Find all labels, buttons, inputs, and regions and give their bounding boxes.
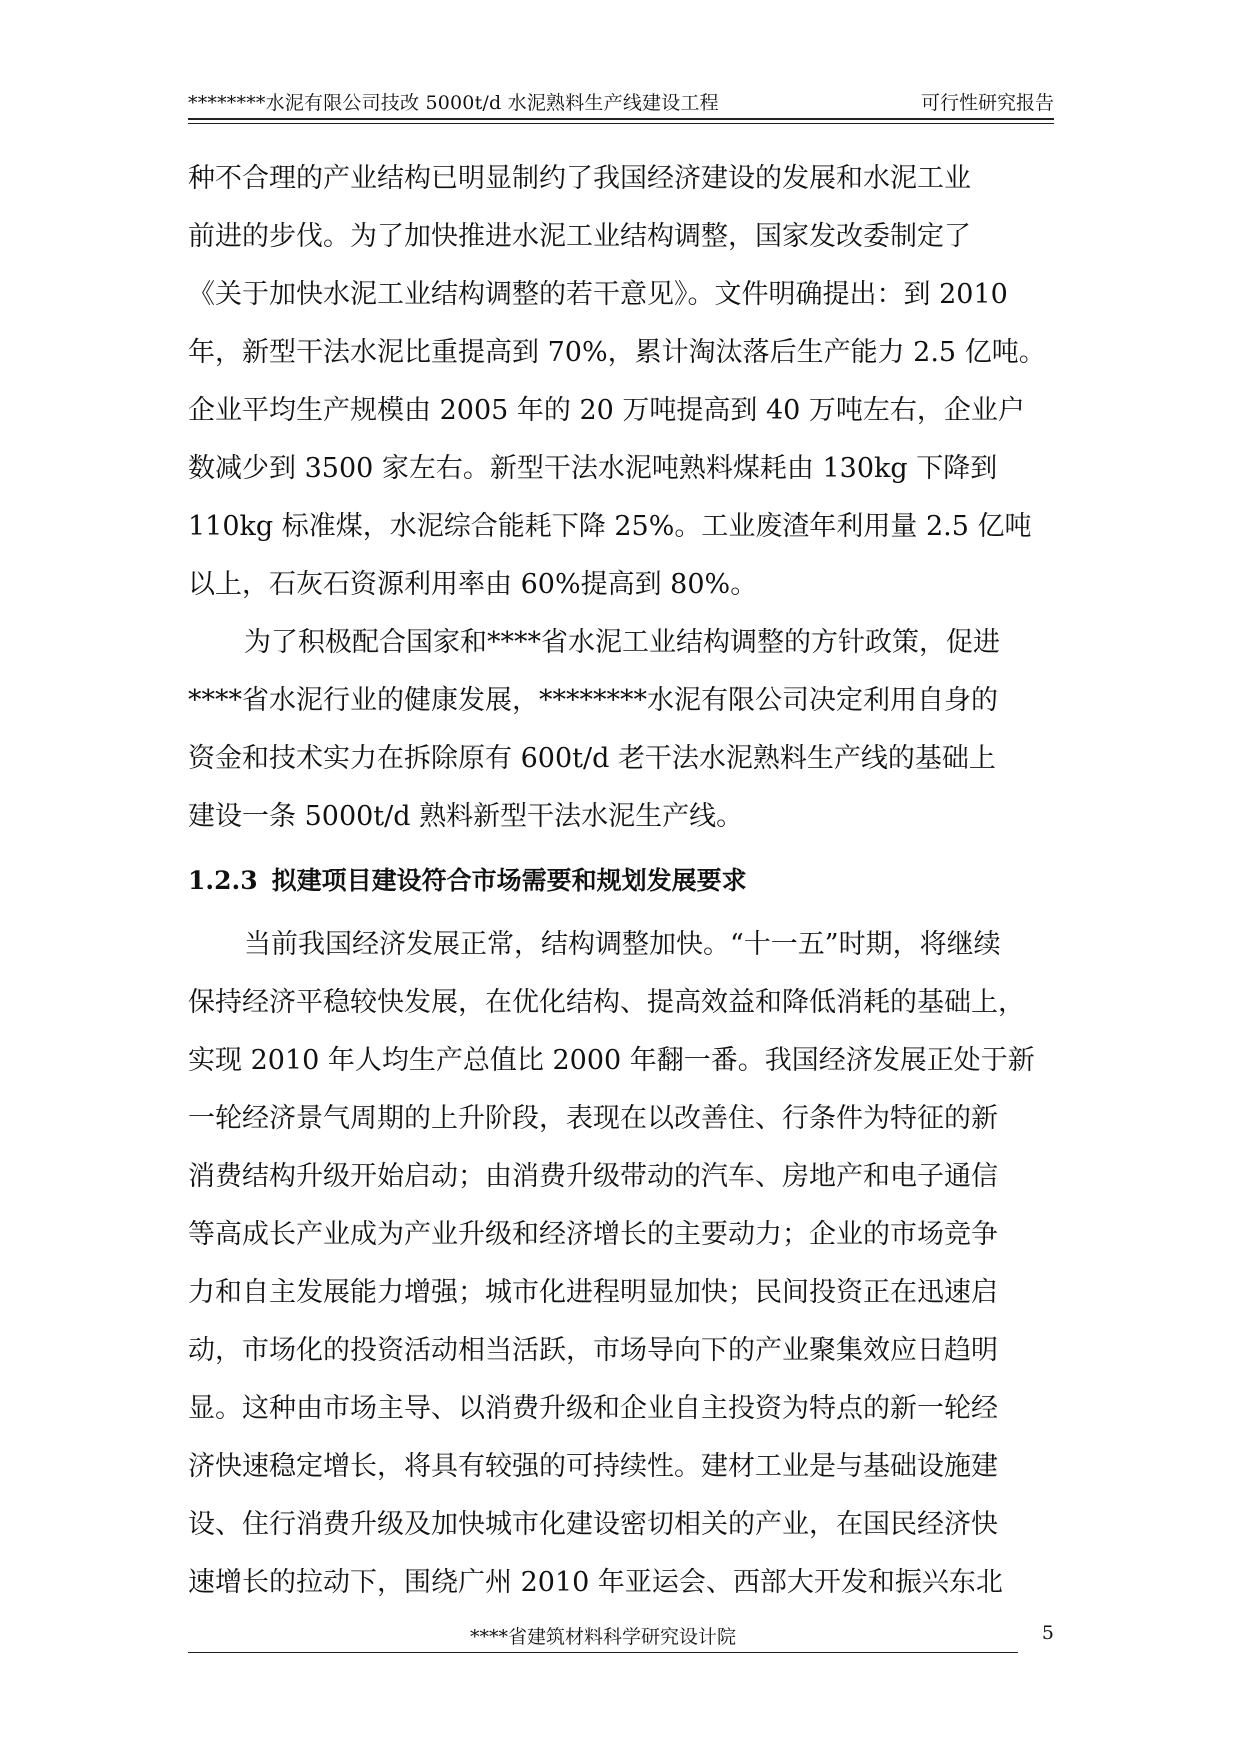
header-project-title: ********水泥有限公司技改 5000t/d 水泥熟料生产线建设工程 bbox=[188, 92, 719, 114]
section-number: 1.2.3 bbox=[188, 866, 258, 895]
text-line: 速增长的拉动下，围绕广州 2010 年亚运会、西部大开发和振兴东北 bbox=[188, 1567, 1003, 1598]
text-line: 建设一条 5000t/d 熟料新型干法水泥生产线。 bbox=[188, 801, 744, 832]
text-line: 企业平均生产规模由 2005 年的 20 万吨提高到 40 万吨左右，企业户 bbox=[188, 395, 1025, 426]
section-heading bbox=[188, 846, 1054, 916]
page-header bbox=[188, 84, 1054, 118]
text-line: 济快速稳定增长，将具有较强的可持续性。建材工业是与基础设施建 bbox=[188, 1451, 998, 1482]
page-footer bbox=[188, 1614, 1054, 1654]
text-line: 一轮经济景气周期的上升阶段，表现在以改善住、行条件为特征的新 bbox=[188, 1103, 998, 1134]
paragraph-market bbox=[188, 916, 1054, 1612]
text-line: 消费结构升级开始启动；由消费升级带动的汽车、房地产和电子通信 bbox=[188, 1161, 998, 1192]
header-document-type: 可行性研究报告 bbox=[920, 92, 1054, 114]
text-line: 动，市场化的投资活动相当活跃，市场导向下的产业聚集效应日趋明 bbox=[188, 1335, 998, 1366]
text-line: 前进的步伐。为了加快推进水泥工业结构调整，国家发改委制定了 bbox=[188, 221, 971, 252]
text-line: 《关于加快水泥工业结构调整的若干意见》。文件明确提出：到 2010 bbox=[188, 279, 1008, 310]
text-line: 力和自主发展能力增强；城市化进程明显加快；民间投资正在迅速启 bbox=[188, 1277, 998, 1308]
text-line: 设、住行消费升级及加快城市化建设密切相关的产业，在国民经济快 bbox=[188, 1509, 998, 1540]
section-title: 拟建项目建设符合市场需要和规划发展要求 bbox=[271, 866, 747, 895]
text-line: 资金和技术实力在拆除原有 600t/d 老干法水泥熟料生产线的基础上 bbox=[188, 743, 996, 774]
text-line: 种不合理的产业结构已明显制约了我国经济建设的发展和水泥工业 bbox=[188, 163, 971, 194]
text-line: 保持经济平稳较快发展，在优化结构、提高效益和降低消耗的基础上， bbox=[188, 987, 1025, 1018]
footer-organization: ****省建筑材料科学研究设计院 bbox=[469, 1626, 736, 1648]
text-line: 当前我国经济发展正常，结构调整加快。“十一五”时期，将继续 bbox=[244, 929, 1001, 960]
text-line: 数减少到 3500 家左右。新型干法水泥吨熟料煤耗由 130kg 下降到 bbox=[188, 453, 998, 484]
footer-rule bbox=[188, 1652, 1018, 1653]
page-number: 5 bbox=[1041, 1622, 1054, 1644]
page-body bbox=[188, 150, 1054, 1612]
text-line: 年，新型干法水泥比重提高到 70%，累计淘汰落后生产能力 2.5 亿吨。 bbox=[188, 337, 1046, 368]
text-line: 等高成长产业成为产业升级和经济增长的主要动力；企业的市场竞争 bbox=[188, 1219, 998, 1250]
text-line: 110kg 标准煤，水泥综合能耗下降 25%。工业废渣年利用量 2.5 亿吨 bbox=[188, 511, 1032, 542]
paragraph-policy bbox=[188, 614, 1054, 846]
text-line: 实现 2010 年人均生产总值比 2000 年翻一番。我国经济发展正处于新 bbox=[188, 1045, 1035, 1076]
text-line: ****省水泥行业的健康发展，********水泥有限公司决定利用自身的 bbox=[188, 685, 998, 716]
header-rule-thin bbox=[188, 123, 1054, 124]
text-line: 为了积极配合国家和****省水泥工业结构调整的方针政策，促进 bbox=[244, 627, 1000, 658]
text-line: 以上，石灰石资源利用率由 60%提高到 80%。 bbox=[188, 569, 758, 600]
text-line: 显。这种由市场主导、以消费升级和企业自主投资为特点的新一轮经 bbox=[188, 1393, 998, 1424]
header-rule bbox=[188, 118, 1054, 120]
paragraph-continued bbox=[188, 150, 1054, 614]
